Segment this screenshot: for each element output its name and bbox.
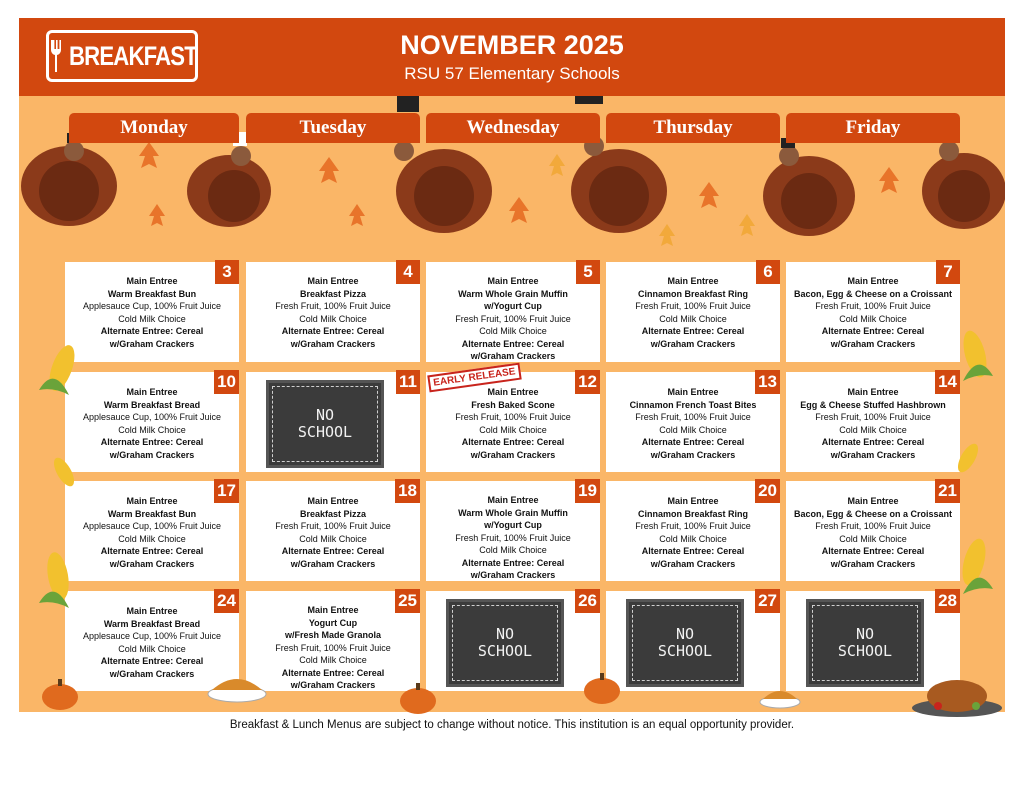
menu-line: Alternate Entree: Cereal [281,667,385,678]
menu-line: w/Graham Crackers [650,558,736,569]
menu-line: Fresh Fruit, 100% Fruit Juice [635,412,751,422]
menu-line: Cinnamon Breakfast Ring [637,288,749,299]
date-number: 7 [936,260,960,284]
date-number: 5 [576,260,600,284]
menu-line: Fresh Fruit, 100% Fruit Juice [275,642,391,653]
menu-line: Main Entree [667,387,719,397]
day-header-tuesday: Tuesday [246,113,420,143]
menu-line: Warm Whole Grain Muffin [458,288,568,299]
menu-line: Alternate Entree: Cereal [461,437,565,447]
menu-line: w/Fresh Made Granola [284,630,382,640]
menu-line: Alternate Entree: Cereal [821,437,925,447]
date-number: 10 [214,370,239,394]
menu-line: Alternate Entree: Cereal [100,326,204,336]
corn-icon [34,340,82,410]
menu-line: Fresh Fruit, 100% Fruit Juice [635,521,751,531]
menu-line: w/Yogurt Cup [484,301,542,311]
menu-line: Main Entree [126,606,178,616]
menu-line: Main Entree [847,387,899,397]
no-school-sign [806,599,924,687]
menu-line: Alternate Entree: Cereal [821,546,925,556]
day-cell [786,372,960,472]
menu-line: w/Graham Crackers [290,558,376,569]
menu-line: Alternate Entree: Cereal [461,557,565,568]
menu-line: w/Graham Crackers [290,338,376,349]
menu-text [426,494,600,582]
turkey-icon [187,132,271,227]
menu-line: w/Graham Crackers [109,668,195,679]
corn-icon [953,326,1001,396]
menu-line: Main Entree [667,276,719,286]
menu-line: Cold Milk Choice [839,313,907,324]
menu-text [786,275,960,350]
date-number: 6 [756,260,780,284]
menu-line: Cold Milk Choice [839,533,907,544]
menu-line: Fresh Fruit, 100% Fruit Juice [455,532,571,543]
no-school-text: SCHOOL [837,642,893,660]
menu-line: Cold Milk Choice [479,545,547,555]
menu-line: Main Entree [847,496,899,506]
date-number: 13 [755,370,780,394]
menu-line: Main Entree [487,276,539,286]
menu-line: w/Graham Crackers [470,449,556,460]
corn-icon [34,548,82,618]
menu-line: Yogurt Cup [308,617,358,628]
menu-line: Main Entree [126,387,178,397]
menu-line: Main Entree [307,496,359,506]
menu-line: Alternate Entree: Cereal [641,437,745,447]
menu-line: Fresh Fruit, 100% Fruit Juice [815,521,931,531]
date-number: 21 [935,479,960,503]
day-cell [426,262,600,362]
menu-line: w/Graham Crackers [470,570,556,580]
menu-line: Warm Whole Grain Muffin [458,507,568,518]
menu-line: w/Graham Crackers [650,338,736,349]
day-cell [246,591,420,691]
day-cell [786,481,960,581]
no-school-text: NO [855,625,875,643]
menu-line: Fresh Fruit, 100% Fruit Juice [815,301,931,311]
menu-line: Applesauce Cup, 100% Fruit Juice [82,631,222,641]
menu-line: w/Graham Crackers [290,680,376,690]
menu-line: Applesauce Cup, 100% Fruit Juice [82,412,222,422]
menu-line: Fresh Fruit, 100% Fruit Juice [455,412,571,422]
footer-disclaimer: Breakfast & Lunch Menus are subject to change without notice. This institution is an equal opportunity provider. [229,719,795,731]
menu-line: Main Entree [307,276,359,286]
menu-line: Bacon, Egg & Cheese on a Croissant [793,288,953,299]
day-cell [246,262,420,362]
no-school-text: SCHOOL [297,423,353,441]
menu-line: Bacon, Egg & Cheese on a Croissant [793,508,953,519]
date-number: 19 [575,479,600,503]
early-release-badge: EARLY RELEASE [427,363,521,393]
menu-line: Cold Milk Choice [659,424,727,435]
no-school-sign [626,599,744,687]
pumpkin-icon [398,680,438,716]
menu-line: Fresh Fruit, 100% Fruit Juice [275,521,391,531]
menu-line: Warm Breakfast Bun [107,288,197,299]
no-school-text: SCHOOL [657,642,713,660]
day-cell [246,481,420,581]
no-school-sign [266,380,384,468]
menu-line: w/Graham Crackers [470,351,556,361]
menu-line: Cold Milk Choice [299,533,367,544]
pie-icon [758,680,802,710]
pumpkin-icon [582,670,622,706]
menu-line: w/Yogurt Cup [484,520,542,530]
menu-text [246,275,420,350]
day-cell [65,372,239,472]
menu-line: w/Graham Crackers [109,338,195,349]
date-number: 24 [214,589,239,613]
date-number: 26 [575,589,600,613]
menu-line: Cold Milk Choice [659,533,727,544]
day-header-wednesday: Wednesday [426,113,600,143]
menu-line: Cold Milk Choice [479,424,547,435]
corn-icon [950,438,986,480]
date-number: 3 [215,260,239,284]
turkey-icon [763,138,855,236]
menu-line: Breakfast Pizza [299,508,367,519]
date-number: 11 [396,370,420,394]
menu-line: Warm Breakfast Bun [107,508,197,519]
menu-line: Cinnamon Breakfast Ring [637,508,749,519]
menu-line: Cold Milk Choice [118,313,186,324]
menu-line: Breakfast Pizza [299,288,367,299]
menu-line: Main Entree [487,495,539,505]
day-cell [246,372,420,472]
day-cell [65,262,239,362]
menu-text [426,386,600,461]
menu-line: Applesauce Cup, 100% Fruit Juice [82,521,222,531]
menu-line: w/Graham Crackers [830,338,916,349]
page-title: NOVEMBER 2025 [400,30,624,60]
page-subtitle: RSU 57 Elementary Schools [404,64,620,83]
day-cell [426,591,600,691]
menu-line: Alternate Entree: Cereal [641,326,745,336]
date-number: 25 [395,589,420,613]
roast-turkey-icon [910,672,1004,718]
turkey-icon [922,133,1005,229]
menu-text [606,495,780,570]
menu-line: w/Graham Crackers [109,449,195,460]
menu-line: Cold Milk Choice [299,313,367,324]
day-cell [606,262,780,362]
date-number: 17 [214,479,239,503]
menu-text [65,386,239,461]
menu-line: Main Entree [126,496,178,506]
menu-line: Alternate Entree: Cereal [100,656,204,666]
corn-icon [950,534,998,604]
menu-line: Warm Breakfast Bread [103,399,201,410]
menu-line: Alternate Entree: Cereal [821,326,925,336]
menu-text [786,495,960,570]
menu-line: Warm Breakfast Bread [103,618,201,629]
pie-icon [206,664,268,704]
menu-line: Fresh Fruit, 100% Fruit Juice [815,412,931,422]
no-school-text: NO [315,406,335,424]
menu-text [786,386,960,461]
menu-line: Main Entree [847,276,899,286]
logo-text: BREAKFAST [69,40,197,71]
menu-text [65,495,239,570]
day-header-monday: Monday [69,113,239,143]
menu-text [246,604,420,692]
menu-line: Fresh Fruit, 100% Fruit Juice [635,301,751,311]
menu-line: Main Entree [667,496,719,506]
menu-line: Fresh Baked Scone [471,399,555,410]
menu-line: Alternate Entree: Cereal [100,546,204,556]
menu-line: Fresh Fruit, 100% Fruit Juice [455,313,571,324]
date-number: 14 [935,370,960,394]
pumpkin-icon [40,676,80,712]
date-number: 20 [755,479,780,503]
menu-line: Alternate Entree: Cereal [281,326,385,336]
menu-line: Cold Milk Choice [118,424,186,435]
day-header-thursday: Thursday [606,113,780,143]
date-number: 27 [755,589,780,613]
corn-icon [46,452,82,494]
menu-text [65,275,239,350]
menu-text [426,275,600,363]
menu-line: Alternate Entree: Cereal [100,437,204,447]
turkey-icon [21,133,117,226]
date-number: 4 [396,260,420,284]
menu-line: Cold Milk Choice [118,533,186,544]
no-school-text: NO [495,625,515,643]
day-cell [65,481,239,581]
menu-line: w/Graham Crackers [650,449,736,460]
menu-line: Cold Milk Choice [118,643,186,654]
date-number: 18 [395,479,420,503]
day-header-friday: Friday [786,113,960,143]
menu-line: Cinnamon French Toast Bites [629,399,757,410]
day-cell [606,591,780,691]
menu-text [606,275,780,350]
day-cell [606,481,780,581]
day-cell [606,372,780,472]
menu-line: Alternate Entree: Cereal [641,546,745,556]
menu-line: Main Entree [126,276,178,286]
menu-line: Main Entree [307,605,359,615]
menu-line: Cold Milk Choice [299,655,367,665]
no-school-text: NO [675,625,695,643]
day-cell [426,481,600,581]
menu-line: w/Graham Crackers [830,558,916,569]
no-school-sign [446,599,564,687]
menu-line: w/Graham Crackers [830,449,916,460]
menu-line: Applesauce Cup, 100% Fruit Juice [82,301,222,311]
menu-line: Main Entree [487,387,539,397]
menu-line: Fresh Fruit, 100% Fruit Juice [275,301,391,311]
date-number: 12 [575,370,600,394]
menu-line: Cold Milk Choice [659,313,727,324]
menu-line: w/Graham Crackers [109,558,195,569]
menu-line: Cold Milk Choice [479,326,547,336]
day-cell [786,262,960,362]
menu-line: Alternate Entree: Cereal [461,338,565,349]
menu-line: Alternate Entree: Cereal [281,546,385,556]
no-school-text: SCHOOL [477,642,533,660]
menu-text [246,495,420,570]
menu-line: Egg & Cheese Stuffed Hashbrown [800,399,946,410]
date-number: 28 [935,589,960,613]
menu-text [606,386,780,461]
menu-line: Cold Milk Choice [839,424,907,435]
